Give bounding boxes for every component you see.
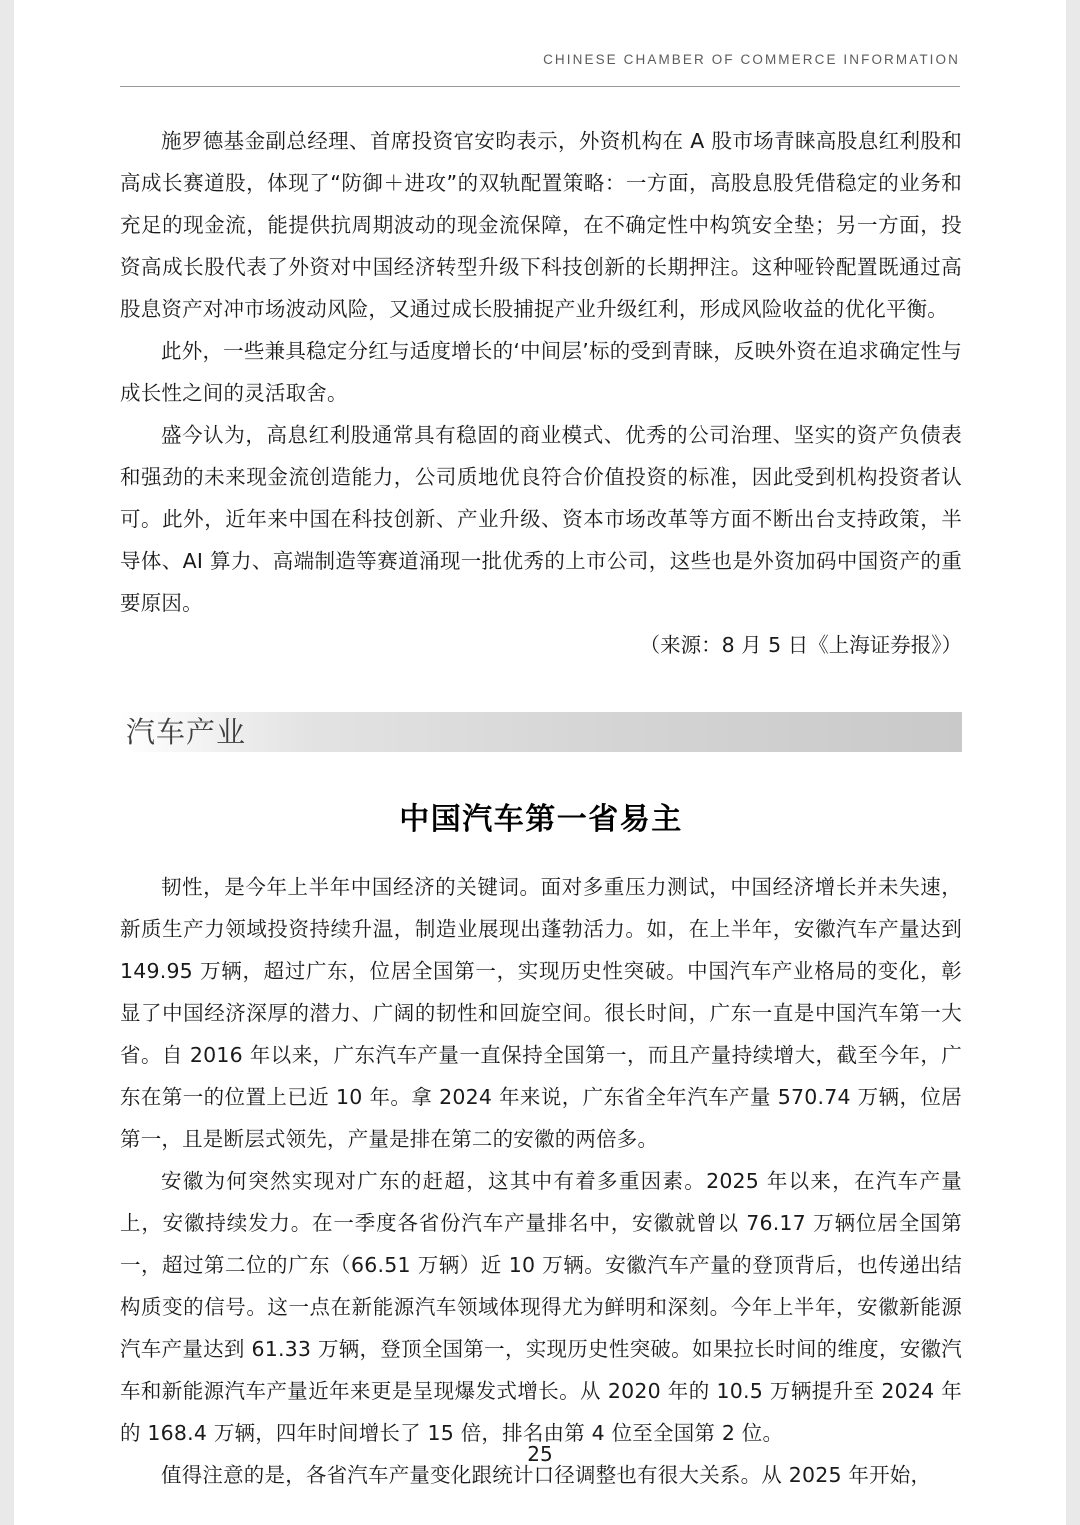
paragraph: 韧性，是今年上半年中国经济的关键词。面对多重压力测试，中国经济增长并未失速，新质生产力领域投资持续升温，制造业展现出蓬勃活力。如，在上半年，安徽汽车产量达到 149.95 万辆，超过广东，位居全国第一，实现历史性突破。中国汽车产业格局的变化，彰显了中国经济深厚的潜力、广阔的韧性和回旋空间。很长时间，广东一直是中国汽车第一大省。自 2016 年以来，广东汽车产量一直保持全国第一，而且产量持续增大，截至今年，广东在第一的位置上已近 10 年。拿 2024 年来说，广东省全年汽车产量 570.74 万辆，位居第一，且是断层式领先，产量是排在第二的安徽的两倍多。 [120,875,962,1151]
right-margin-rule [1066,0,1080,1525]
section-banner [120,712,962,758]
page-content [120,120,962,1496]
paragraph: 此外，一些兼具稳定分红与适度增长的‘中间层’标的受到青睐，反映外资在追求确定性与成长性之间的灵活取舍。 [120,339,962,405]
article-title: 中国汽车第一省易主 [399,802,683,837]
article-source: （来源：8 月 5 日《上海证券报》） [639,633,962,657]
left-margin-rule [0,0,14,1525]
page-header [120,52,960,92]
paragraph: 盛今认为，高息红利股通常具有稳固的商业模式、优秀的公司治理、坚实的资产负债表和强劲的未来现金流创造能力，公司质地优良符合价值投资的标准，因此受到机构投资者认可。此外，近年来中国在科技创新、产业升级、资本市场改革等方面不断出台支持政策，半导体、AI 算力、高端制造等赛道涌现一批优秀的上市公司，这些也是外资加码中国资产的重要原因。 [120,423,962,615]
paragraph: 施罗德基金副总经理、首席投资官安昀表示，外资机构在 A 股市场青睐高股息红利股和高成长赛道股，体现了“防御＋进攻”的双轨配置策略：一方面，高股息股凭借稳定的业务和充足的现金流，能提供抗周期波动的现金流保障，在不确定性中构筑安全垫；另一方面，投资高成长股代表了外资对中国经济转型升级下科技创新的长期押注。这种哑铃配置既通过高股息资产对冲市场波动风险，又通过成长股捕捉产业升级红利，形成风险收益的优化平衡。 [120,129,962,321]
page-number: 25 [527,1442,553,1466]
section-banner-background [120,712,962,752]
paragraph: 安徽为何突然实现对广东的赶超，这其中有着多重因素。2025 年以来，在汽车产量上，安徽持续发力。在一季度各省份汽车产量排名中，安徽就曾以 76.17 万辆位居全国第一，超过第二位的广东（66.51 万辆）近 10 万辆。安徽汽车产量的登顶背后，也传递出结构质变的信号。这一点在新能源汽车领域体现得尤为鲜明和深刻。今年上半年，安徽新能源汽车产量达到 61.33 万辆，登顶全国第一，实现历史性突破。如果拉长时间的维度，安徽汽车和新能源汽车产量近年来更是呈现爆发式增长。从 2020 年的 10.5 万辆提升至 2024 年的 168.4 万辆，四年时间增长了 15 倍，排名由第 4 位至全国第 2 位。 [120,1169,962,1445]
header-title: CHINESE CHAMBER OF COMMERCE INFORMATION [543,52,960,67]
section-title: 汽车产业 [126,715,247,749]
header-divider [120,86,960,87]
paragraph: 值得注意的是，各省汽车产量变化跟统计口径调整也有很大关系。从 2025 年开始， [161,1463,932,1487]
